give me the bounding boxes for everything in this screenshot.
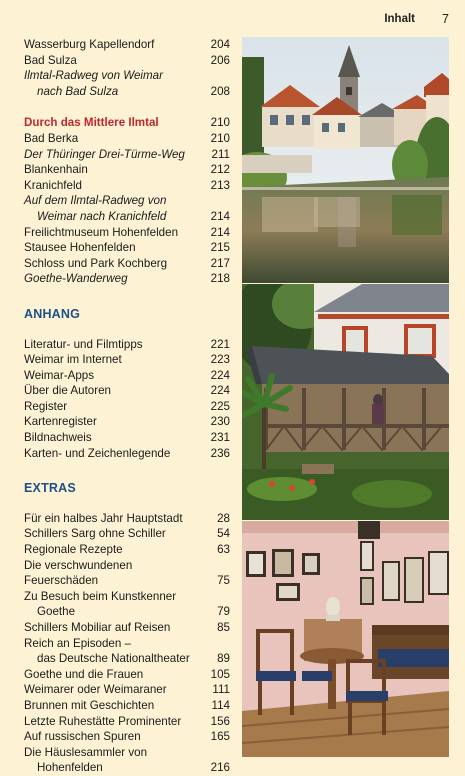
toc-entry-label: Auf dem Ilmtal-Radweg von	[24, 194, 167, 208]
toc-mittleres-ilmtal-list	[24, 131, 230, 287]
toc-entry-label: Schillers Mobiliar auf Reisen	[24, 621, 171, 634]
toc-entry-page: 213	[210, 178, 230, 192]
toc-entry-label: Bildnachweis	[24, 431, 92, 445]
toc-entry	[24, 337, 230, 353]
toc-entry-page: 156	[210, 714, 230, 728]
toc-entry-label: Für ein halbes Jahr Hauptstadt	[24, 511, 183, 525]
toc-entry-page: 211	[211, 147, 230, 161]
toc-entry	[24, 147, 230, 163]
toc-entry-page: 225	[210, 399, 230, 413]
page-number: 7	[442, 12, 449, 26]
toc-extras-list	[24, 511, 230, 776]
toc-entry-page: 210	[210, 131, 230, 145]
section-heading-mittleres-ilmtal: Durch das Mittlere Ilmtal	[24, 116, 159, 130]
toc-entry-label: Weimarer oder Weimaraner	[24, 683, 167, 697]
toc-entry	[24, 178, 230, 194]
toc-entry-label: Goethe-Wanderweg	[24, 272, 128, 286]
toc-entry	[24, 84, 230, 100]
toc-entry-label: Goethe	[37, 605, 76, 619]
toc-entry-page: 215	[210, 241, 230, 255]
toc-entry-page: 216	[210, 761, 230, 775]
toc-entry	[24, 383, 230, 399]
toc-entry-page: 217	[210, 256, 230, 270]
toc-entry-page: 231	[210, 431, 230, 445]
toc-entry-page: 218	[210, 272, 230, 286]
toc-entry-label: Schillers Sarg ohne Schiller	[24, 527, 166, 541]
toc-entry-label: Die Häuslesammler von	[24, 745, 148, 759]
toc-entry-page: 75	[217, 574, 230, 588]
toc-entry	[24, 604, 230, 620]
toc-entry	[24, 667, 230, 683]
toc-entry	[24, 399, 230, 415]
toc-entry	[24, 636, 230, 652]
toc-entry-page: 28	[217, 511, 230, 525]
toc-entry-label: Reich an Episoden –	[24, 636, 131, 650]
toc-entry	[24, 240, 230, 256]
page-header	[0, 0, 465, 32]
section-heading-extras: EXTRAS	[24, 481, 76, 496]
toc-entry	[24, 651, 230, 667]
toc-entry	[24, 131, 230, 147]
toc-entry-page: 105	[210, 667, 230, 681]
toc-entry-label: Regionale Rezepte	[24, 543, 123, 557]
toc-entry	[24, 620, 230, 636]
toc-entry	[24, 352, 230, 368]
toc-entry	[24, 193, 230, 209]
section-heading-anhang: ANHANG	[24, 306, 81, 321]
toc-entry-label: Blankenhain	[24, 163, 88, 177]
toc-entry	[24, 256, 230, 272]
toc-entry-page: 224	[210, 384, 230, 398]
toc-entry	[24, 68, 230, 84]
toc-entry	[24, 526, 230, 542]
toc-entry-page: 236	[210, 446, 230, 460]
toc-entry-page: 214	[210, 209, 230, 223]
toc-entry	[24, 729, 230, 745]
toc-entry-label: Karten- und Zeichenlegende	[24, 446, 171, 460]
toc-entry-page: 221	[210, 337, 230, 351]
toc-entry-label: Ilmtal-Radweg von Weimar	[24, 69, 163, 83]
section-heading-page: 210	[210, 116, 230, 130]
toc-entry	[24, 368, 230, 384]
toc-entry-label: das Deutsche Nationaltheater	[37, 652, 190, 666]
toc-entry-page: 54	[217, 527, 230, 541]
toc-entry-page: 208	[210, 84, 230, 98]
toc-entry-label: Über die Autoren	[24, 384, 112, 398]
toc-entry-label: Weimar im Internet	[24, 353, 122, 367]
toc-entry-label: Brunnen mit Geschichten	[24, 698, 155, 712]
header-title: Inhalt	[384, 13, 415, 25]
table-of-contents	[24, 37, 230, 776]
toc-entry	[24, 511, 230, 527]
toc-entry-label: Wasserburg Kapellendorf	[24, 38, 155, 51]
toc-entry-label: Bad Sulza	[24, 53, 77, 67]
toc-entry-page: 114	[211, 698, 230, 712]
toc-entry-label: Kranichfeld	[24, 178, 83, 192]
toc-top-list	[24, 37, 230, 99]
toc-entry	[24, 53, 230, 69]
interior-room-photo	[242, 521, 449, 757]
toc-entry	[24, 714, 230, 730]
toc-entry	[24, 446, 230, 462]
toc-entry-label: Literatur- und Filmtipps	[24, 337, 143, 351]
toc-entry-label: Auf russischen Spuren	[24, 730, 141, 744]
toc-entry	[24, 558, 230, 589]
toc-entry-label: Der Thüringer Drei-Türme-Weg	[24, 147, 185, 161]
toc-entry-label: Schloss und Park Kochberg	[24, 256, 168, 270]
toc-entry-page: 224	[210, 368, 230, 382]
river-town-photo	[242, 37, 449, 283]
toc-entry-label: Bad Berka	[24, 131, 79, 145]
toc-entry-page: 223	[210, 353, 230, 367]
toc-entry-label: Register	[24, 399, 68, 413]
toc-entry	[24, 589, 230, 605]
toc-entry-label: Hohenfelden	[37, 761, 103, 775]
toc-entry-label: Weimar-Apps	[24, 368, 95, 382]
toc-entry-page: 230	[210, 415, 230, 429]
toc-entry	[24, 542, 230, 558]
toc-entry-page: 206	[210, 53, 230, 67]
toc-entry-label: Stausee Hohenfelden	[24, 241, 136, 255]
toc-entry	[24, 209, 230, 225]
toc-entry	[24, 745, 230, 761]
toc-entry-label: nach Bad Sulza	[37, 84, 119, 98]
photo-column	[242, 37, 449, 757]
toc-entry	[24, 414, 230, 430]
toc-entry	[24, 225, 230, 241]
toc-entry-page: 85	[217, 621, 230, 634]
toc-anhang-list	[24, 337, 230, 462]
toc-entry-page: 111	[212, 683, 230, 697]
toc-entry	[24, 698, 230, 714]
toc-entry-label: Die verschwundenen Feuerschäden	[24, 558, 133, 588]
toc-entry	[24, 162, 230, 178]
toc-entry-page: 204	[210, 38, 230, 51]
section-heading-row	[24, 115, 230, 131]
toc-entry-label: Zu Besuch beim Kunstkenner	[24, 589, 177, 603]
toc-entry	[24, 682, 230, 698]
toc-entry-label: Kartenregister	[24, 415, 97, 429]
toc-entry-label: Goethe und die Frauen	[24, 667, 144, 681]
toc-entry	[24, 760, 230, 776]
toc-entry-page: 214	[210, 225, 230, 239]
toc-entry	[24, 271, 230, 287]
toc-entry	[24, 430, 230, 446]
toc-entry-page: 89	[217, 652, 230, 666]
toc-entry-label: Freilichtmuseum Hohenfelden	[24, 225, 179, 239]
toc-entry-label: Letzte Ruhestätte Prominenter	[24, 714, 182, 728]
toc-entry-label: Weimar nach Kranichfeld	[37, 209, 167, 223]
toc-entry-page: 79	[217, 605, 230, 619]
covered-bridge-photo	[242, 284, 449, 520]
toc-entry	[24, 37, 230, 53]
toc-entry-page: 165	[210, 730, 230, 744]
toc-entry-page: 212	[210, 163, 230, 177]
toc-entry-page: 63	[217, 543, 230, 557]
